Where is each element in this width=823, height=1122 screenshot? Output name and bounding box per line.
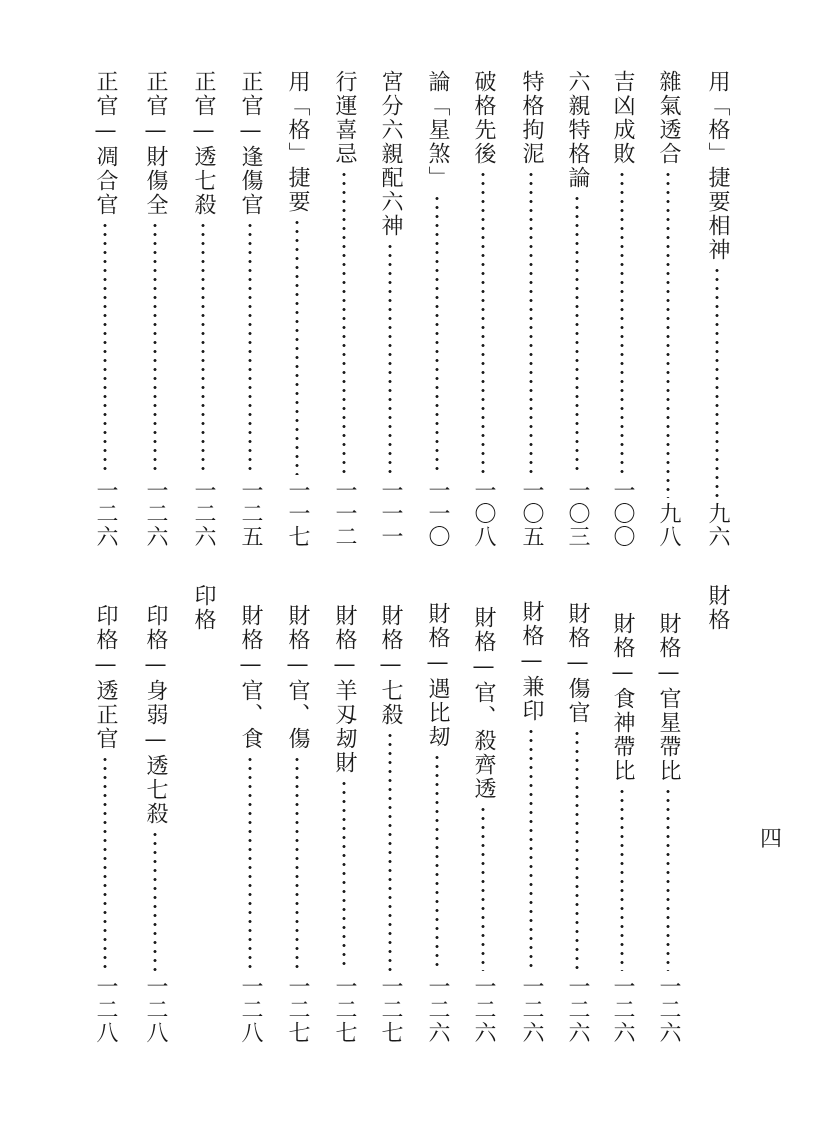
entry-title: 正官—透七殺 <box>191 70 216 217</box>
entry-title: 財格—羊刄刼財 <box>332 604 357 775</box>
toc-entry <box>466 70 500 548</box>
entry-page: 一二六 <box>565 975 590 1044</box>
toc-entry <box>651 70 685 548</box>
leader-dots <box>103 755 107 971</box>
entry-page: 一〇三 <box>565 479 590 548</box>
entry-title: 吉凶成敗 <box>610 70 635 166</box>
toc-entry <box>233 604 267 1044</box>
leader-dots <box>342 170 346 475</box>
toc-entry <box>605 612 639 1044</box>
entry-page: 一一〇 <box>425 479 450 548</box>
entry-page: 一一七 <box>285 479 310 548</box>
entry-title: 財格—七殺 <box>378 604 403 727</box>
entry-page: 一二五 <box>238 479 263 548</box>
entry-page: 一二七 <box>378 975 403 1044</box>
toc-entry <box>560 602 594 1044</box>
leader-dots <box>153 830 157 971</box>
toc-entry <box>373 70 407 548</box>
toc-entry <box>138 604 172 1044</box>
entry-title: 正官—凋合官 <box>93 70 118 217</box>
toc-entry <box>88 604 122 1044</box>
entry-title: 正官—逢傷官 <box>238 70 263 217</box>
entry-page: 一二七 <box>332 975 357 1044</box>
leader-dots <box>529 727 533 971</box>
entry-page: 一二八 <box>238 975 263 1044</box>
toc-entry <box>327 604 361 1044</box>
toc-entry <box>420 70 454 548</box>
entry-page: 一二六 <box>519 975 544 1044</box>
toc-entry <box>186 70 220 548</box>
entry-title: 正官—財傷全 <box>143 70 168 217</box>
entry-title: 雜氣透合 <box>656 70 681 166</box>
section-heading-caige: 財格 <box>705 584 730 632</box>
entry-page: 一一一 <box>378 479 403 548</box>
entry-page: 一二六 <box>143 479 168 548</box>
entry-title: 財格—兼印 <box>519 600 544 723</box>
leader-dots <box>388 242 392 475</box>
entry-title: 印格—身弱—透七殺 <box>143 604 168 826</box>
leader-dots <box>666 170 670 498</box>
entry-title: 特格拘泥 <box>519 70 544 166</box>
toc-entry <box>514 600 548 1044</box>
leader-dots <box>103 221 107 475</box>
entry-page: 一二八 <box>93 975 118 1044</box>
entry-title: 宮分六親配六神 <box>378 70 403 238</box>
leader-dots <box>388 731 392 971</box>
leader-dots <box>715 266 719 498</box>
toc-entry <box>420 602 454 1044</box>
entry-title: 用「格」捷要 <box>285 70 310 214</box>
leader-dots <box>620 787 624 971</box>
leader-dots <box>248 755 252 971</box>
entry-page: 九八 <box>656 502 681 548</box>
entry-title: 財格—遇比刼 <box>425 602 450 749</box>
leader-dots <box>248 221 252 475</box>
entry-page: 一二六 <box>610 975 635 1044</box>
entry-page: 九六 <box>705 502 730 548</box>
entry-title: 破格先後 <box>471 70 496 166</box>
toc-entry <box>88 70 122 548</box>
leader-dots <box>435 753 439 971</box>
toc-entry <box>700 70 734 548</box>
entry-title: 財格—官、食 <box>238 604 263 751</box>
entry-page: 一〇〇 <box>610 479 635 548</box>
entry-title: 六親特格論 <box>565 70 590 190</box>
entry-page: 一二六 <box>191 479 216 548</box>
entry-title: 財格—官星帶比 <box>656 612 681 783</box>
toc-entry <box>560 70 594 548</box>
entry-page: 一〇八 <box>471 479 496 548</box>
entry-title: 財格—官、傷 <box>285 604 310 751</box>
leader-dots <box>295 218 299 475</box>
entry-title: 論「星煞」 <box>425 70 450 190</box>
toc-entry <box>373 604 407 1044</box>
toc-entry <box>138 70 172 548</box>
leader-dots <box>620 170 624 475</box>
leader-dots <box>575 194 579 475</box>
leader-dots <box>481 805 485 971</box>
leader-dots <box>529 170 533 475</box>
entry-page: 一二六 <box>93 479 118 548</box>
section-heading-yinge: 印格 <box>191 584 216 632</box>
toc-entry <box>466 606 500 1044</box>
toc-entry <box>280 70 314 548</box>
entry-page: 一二六 <box>656 975 681 1044</box>
leader-dots <box>295 755 299 971</box>
entry-title: 財格—傷官 <box>565 602 590 725</box>
entry-page: 一二八 <box>143 975 168 1044</box>
toc-entry <box>651 612 685 1044</box>
leader-dots <box>342 779 346 971</box>
toc-entry <box>514 70 548 548</box>
leader-dots <box>666 787 670 971</box>
leader-dots <box>435 194 439 475</box>
leader-dots <box>153 221 157 475</box>
entry-title: 財格—官、殺齊透 <box>471 606 496 801</box>
toc-entry <box>280 604 314 1044</box>
toc-entry <box>327 70 361 548</box>
entry-title: 財格—食神帶比 <box>610 612 635 783</box>
toc-entry <box>233 70 267 548</box>
leader-dots <box>575 729 579 971</box>
entry-page: 一二七 <box>285 975 310 1044</box>
folio-page-number: 四 <box>759 827 782 852</box>
entry-page: 一一二 <box>332 479 357 548</box>
toc-entry <box>605 70 639 548</box>
entry-title: 印格—透正官 <box>93 604 118 751</box>
entry-page: 一二六 <box>425 975 450 1044</box>
entry-title: 用「格」捷要相神 <box>705 70 730 262</box>
leader-dots <box>201 221 205 475</box>
leader-dots <box>481 170 485 475</box>
entry-page: 一〇五 <box>519 479 544 548</box>
entry-title: 行運喜忌 <box>332 70 357 166</box>
entry-page: 一二六 <box>471 975 496 1044</box>
